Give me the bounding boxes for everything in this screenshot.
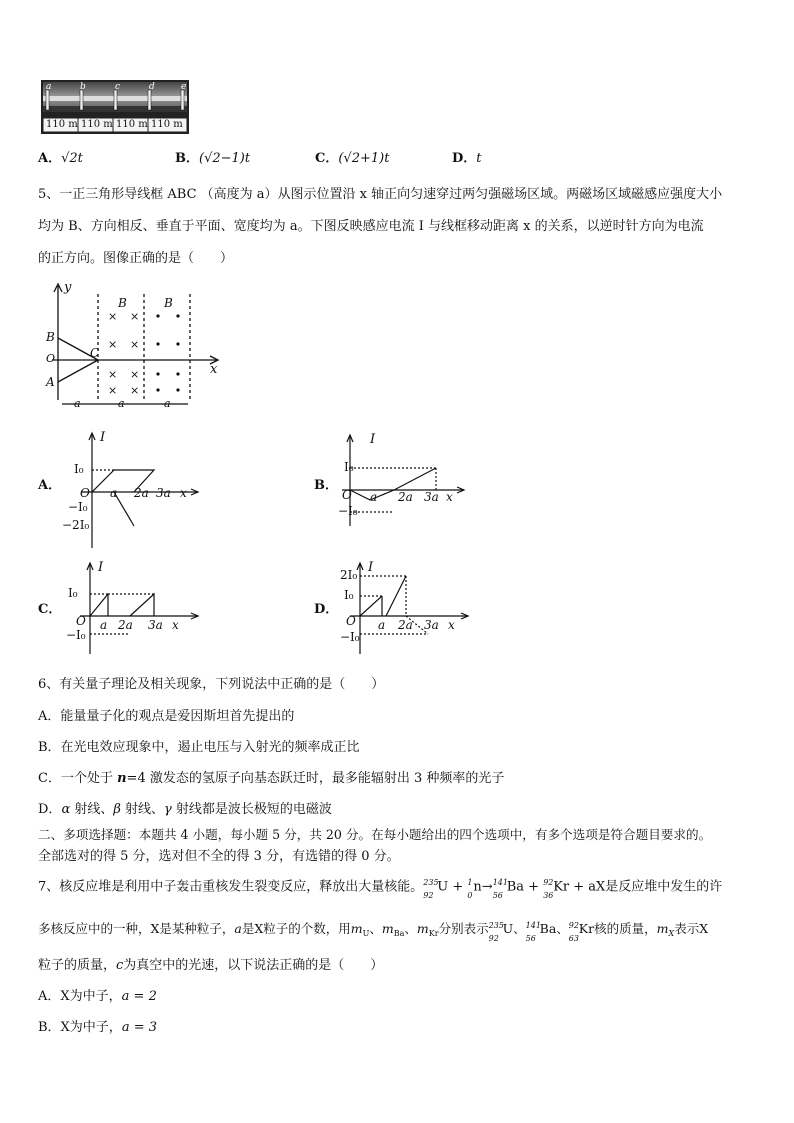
q5-graph-c-minus-i0: −I₀ — [66, 628, 86, 642]
q5-fig-a-point: A — [46, 375, 55, 389]
q5-graph-a-minus-i0: −I₀ — [68, 500, 88, 514]
section2-line-2: 全部选对的得 5 分，选对但不全的得 3 分，有选错的得 0 分。 — [38, 849, 400, 864]
q4-option-b-label: B． — [175, 151, 199, 166]
q5-graph-b-tick-a: a — [370, 490, 378, 504]
q5-fig-c-point: C — [90, 346, 100, 360]
q7-nuclide-ba — [492, 878, 508, 900]
q5-graph-b-tick-3a: 3a — [424, 490, 439, 504]
q5-graph-c-label: C． — [38, 602, 62, 617]
q7-l3-c: c — [116, 958, 124, 973]
q7-kr: Kr — [553, 879, 570, 895]
bridge-span-2: 110 m — [81, 119, 113, 130]
q7-ba-z: 56 — [492, 891, 503, 900]
bridge-span-4: 110 m — [151, 119, 183, 130]
q7-line-1 — [38, 878, 723, 900]
q7-n-mass: 1 — [467, 878, 473, 887]
section2-line-1: 二、多项选择题：本题共 4 小题，每小题 5 分，共 20 分。在每小题给出的四个选项中，有多个选项是符合题目要求的。 — [38, 827, 712, 842]
q7-ax: + aX — [569, 879, 606, 895]
q7-arrow: → — [481, 879, 493, 895]
q6-option-d[interactable] — [38, 801, 332, 819]
q4-option-d-label: D． — [452, 151, 477, 166]
q6-option-d-pre: D． — [38, 802, 62, 817]
q4-option-b[interactable] — [175, 150, 250, 168]
q7-l2-b: 是X粒子的个数，用 — [241, 921, 351, 936]
q7-option-b-val: a = 3 — [121, 1020, 157, 1035]
q7-sep-2: 、 — [404, 921, 417, 936]
q5-graph-c-o: O — [76, 614, 86, 628]
q7-line-3 — [38, 957, 383, 975]
q5-graph-a[interactable] — [38, 430, 198, 550]
q7-l2-d: 核的质量， — [594, 921, 657, 936]
q7-option-b[interactable] — [38, 1019, 157, 1037]
q5-graph-a-i0: I₀ — [74, 462, 84, 476]
q7-nuclide-kr — [543, 878, 554, 900]
q5-graph-a-i: I — [100, 430, 106, 445]
q7-m-ba-sub: Ba — [393, 929, 405, 938]
q4-option-a-value: √2t — [61, 151, 83, 166]
q4-option-d-value: t — [476, 151, 482, 166]
q7-m-kr: m — [416, 921, 429, 936]
q4-option-c[interactable] — [315, 150, 389, 168]
q5-graph-d-2i0: 2I₀ — [340, 568, 358, 582]
q5-graph-d-o: O — [346, 614, 356, 628]
q5-fig-width-a-3: a — [164, 397, 171, 410]
bridge-span-1: 110 m — [46, 119, 78, 130]
svg-text:×: × — [130, 368, 140, 381]
q6-option-c[interactable] — [38, 770, 504, 788]
q5-line-3: 的正方向。图像正确的是（ ） — [38, 251, 234, 266]
q4-option-b-value: (√2−1)t — [199, 151, 251, 166]
q6-option-d-gamma: γ — [164, 802, 172, 817]
q6-option-d-mid1: 射线、 — [70, 802, 114, 817]
q6-option-d-mid2: 射线、 — [120, 802, 165, 817]
q7-nuclide-u — [423, 878, 439, 900]
q7-kr2-mass: 92 — [568, 920, 579, 930]
q5-graph-a-label: A． — [38, 478, 62, 493]
q7-l2-a-var: a — [234, 921, 242, 936]
q7-option-a[interactable] — [38, 988, 157, 1006]
bridge-label-e: e — [181, 82, 187, 92]
q4-option-c-value: (√2+1)t — [338, 151, 390, 166]
q4-option-a[interactable] — [38, 150, 83, 168]
q5-fig-b-field-2: B — [164, 296, 173, 310]
q7-m-kr-sub: Kr — [428, 929, 439, 938]
q5-graph-c-i: I — [98, 560, 104, 575]
q5-graph-a-tick-a: a — [110, 486, 118, 500]
q7-u2-mass: 235 — [488, 920, 504, 930]
q7-u2-z: 92 — [488, 933, 499, 943]
bridge-label-d: d — [149, 82, 155, 92]
q7-nuclide-ba-2 — [525, 920, 541, 943]
q7-m-ba: m — [381, 921, 394, 936]
q7-ba: Ba — [506, 879, 525, 895]
q6-option-d-beta: β — [113, 802, 121, 817]
svg-text:×: × — [130, 338, 140, 351]
q7-l1-post: 是反应堆中发生的许 — [605, 879, 723, 895]
q7-option-a-val: a = 2 — [121, 989, 157, 1004]
q6-option-c-post: =4 激发态的氢原子向基态跃迁时，最多能辐射出 3 种频率的光子 — [126, 771, 505, 786]
q6-option-a[interactable]: A．能量量子化的观点是爱因斯坦首先提出的 — [38, 709, 295, 724]
q7-l3-b: 为真空中的光速，以下说法正确的是（ ） — [123, 958, 384, 973]
q7-ba-mass: 141 — [492, 878, 508, 887]
q5-fig-o: O — [46, 352, 56, 365]
bridge-span-3: 110 m — [116, 119, 148, 130]
q6-option-c-pre: C．一个处于 — [38, 771, 118, 786]
svg-text:×: × — [108, 368, 118, 381]
q7-l3-a: 粒子的质量， — [38, 958, 117, 973]
q5-line-2: 均为 B、方向相反、垂直于平面、宽度均为 a。下图反映感应电流 I 与线框移动距离 x 的关系，以逆时针方向为电流 — [38, 219, 704, 234]
q7-u2: U、 — [502, 921, 526, 936]
q5-graph-b-label: B． — [314, 478, 338, 493]
q7-option-b-pre: B．X为中子， — [38, 1020, 122, 1035]
q5-graph-d-label: D． — [314, 602, 339, 617]
q5-graph-a-o: O — [80, 486, 90, 500]
q5-graph-d[interactable] — [314, 560, 474, 660]
q5-graph-d-tick-x: x — [448, 618, 455, 632]
q5-graph-c[interactable] — [38, 560, 198, 660]
q5-fig-x: x — [210, 362, 218, 377]
q5-graph-a-tick-3a: 3a — [156, 486, 171, 500]
q5-graph-b[interactable] — [314, 432, 474, 532]
bridge-figure — [41, 80, 189, 134]
q7-l1-pre: 7、核反应堆是利用中子轰击重核发生裂变反应，释放出大量核能。 — [38, 879, 424, 895]
q7-plus-1: + — [448, 879, 468, 895]
q7-kr-z: 36 — [543, 891, 554, 900]
q7-nuclide-u-2 — [488, 920, 504, 943]
q5-field-figure — [44, 280, 224, 415]
svg-text:×: × — [108, 384, 118, 397]
q6-option-d-alpha: α — [61, 802, 71, 817]
q7-option-a-pre: A．X为中子， — [38, 989, 122, 1004]
q7-ba2: Ba、 — [539, 921, 569, 936]
q5-fig-b-field-1: B — [118, 296, 127, 310]
q5-graph-c-tick-x: x — [172, 618, 179, 632]
q5-graph-d-tick-3a: 3a — [424, 618, 439, 632]
q7-nuclide-n — [467, 878, 473, 900]
q5-fig-y: y — [64, 280, 72, 295]
q6-option-c-n: n — [117, 771, 127, 786]
q5-graph-a-tick-x: x — [180, 486, 187, 500]
q5-graph-b-minus-i0: −I₀ — [338, 504, 358, 518]
q5-graph-d-minus-i0: −I₀ — [340, 630, 360, 644]
q4-option-c-label: C． — [315, 151, 339, 166]
q5-graph-b-tick-2a: 2a — [398, 490, 413, 504]
q5-graph-a-tick-2a: 2a — [134, 486, 149, 500]
q7-u-mass: 235 — [423, 878, 439, 887]
q7-line-2 — [38, 920, 708, 943]
q7-kr-mass: 92 — [543, 878, 554, 887]
q7-n: n — [473, 879, 482, 895]
q5-graph-b-i: I — [370, 432, 376, 447]
q4-option-d[interactable] — [452, 150, 482, 168]
q7-m-x-sub: X — [668, 929, 675, 938]
q5-fig-width-a-1: a — [74, 397, 81, 410]
q7-l2-c: 分别表示 — [438, 921, 489, 936]
svg-text:×: × — [108, 310, 118, 323]
q5-graph-b-o: O — [342, 488, 352, 502]
q7-ba2-z: 56 — [525, 933, 536, 943]
q7-sep-1: 、 — [369, 921, 382, 936]
svg-text:×: × — [108, 338, 118, 351]
q7-nuclide-kr-2 — [568, 920, 579, 943]
q5-graph-c-tick-3a: 3a — [148, 618, 163, 632]
q7-m-x: m — [656, 921, 669, 936]
q6-option-d-post: 射线都是波长极短的电磁波 — [171, 802, 332, 817]
q5-graph-b-i0: I₀ — [344, 460, 354, 474]
bridge-label-c: c — [115, 82, 121, 92]
q5-graph-d-i: I — [368, 560, 374, 575]
q7-l2-e: 表示X — [674, 921, 709, 936]
q5-graph-c-tick-2a: 2a — [118, 618, 133, 632]
q5-graph-a-minus-2i0: −2I₀ — [62, 518, 90, 532]
q7-kr2: Kr — [578, 921, 595, 936]
q7-ba2-mass: 141 — [525, 920, 541, 930]
q6-stem: 6、有关量子理论及相关现象，下列说法中正确的是（ ） — [38, 677, 385, 692]
q5-graph-d-i0: I₀ — [344, 588, 354, 602]
q4-option-a-label: A． — [38, 151, 62, 166]
q5-line-1: 5、一正三角形导线框 ABC （高度为 a）从图示位置沿 x 轴正向匀速穿过两匀强磁场区域。两磁场区域磁感应强度大小 — [38, 187, 723, 202]
q7-m-u-sub: U — [362, 929, 370, 938]
q7-n-z: 0 — [467, 891, 473, 900]
q7-l2-a: 多核反应中的一种，X是某种粒子， — [38, 921, 235, 936]
q5-graph-b-tick-x: x — [446, 490, 453, 504]
q7-u: U — [437, 879, 449, 895]
q7-kr2-z: 63 — [568, 933, 579, 943]
svg-text:×: × — [130, 310, 140, 323]
q5-graph-d-tick-2a: 2a — [398, 618, 413, 632]
q7-u-z: 92 — [423, 891, 434, 900]
q6-option-b[interactable]: B．在光电效应现象中，遏止电压与入射光的频率成正比 — [38, 740, 360, 755]
q5-graph-c-tick-a: a — [100, 618, 108, 632]
bridge-label-b: b — [80, 82, 86, 92]
q5-fig-width-a-2: a — [118, 397, 125, 410]
svg-text:×: × — [130, 384, 140, 397]
q7-m-u: m — [350, 921, 363, 936]
bridge-label-a: a — [46, 82, 52, 92]
q5-graph-d-tick-a: a — [378, 618, 386, 632]
q7-plus-2: + — [524, 879, 544, 895]
q5-fig-b-point: B — [46, 330, 55, 344]
q5-graph-c-i0: I₀ — [68, 586, 78, 600]
